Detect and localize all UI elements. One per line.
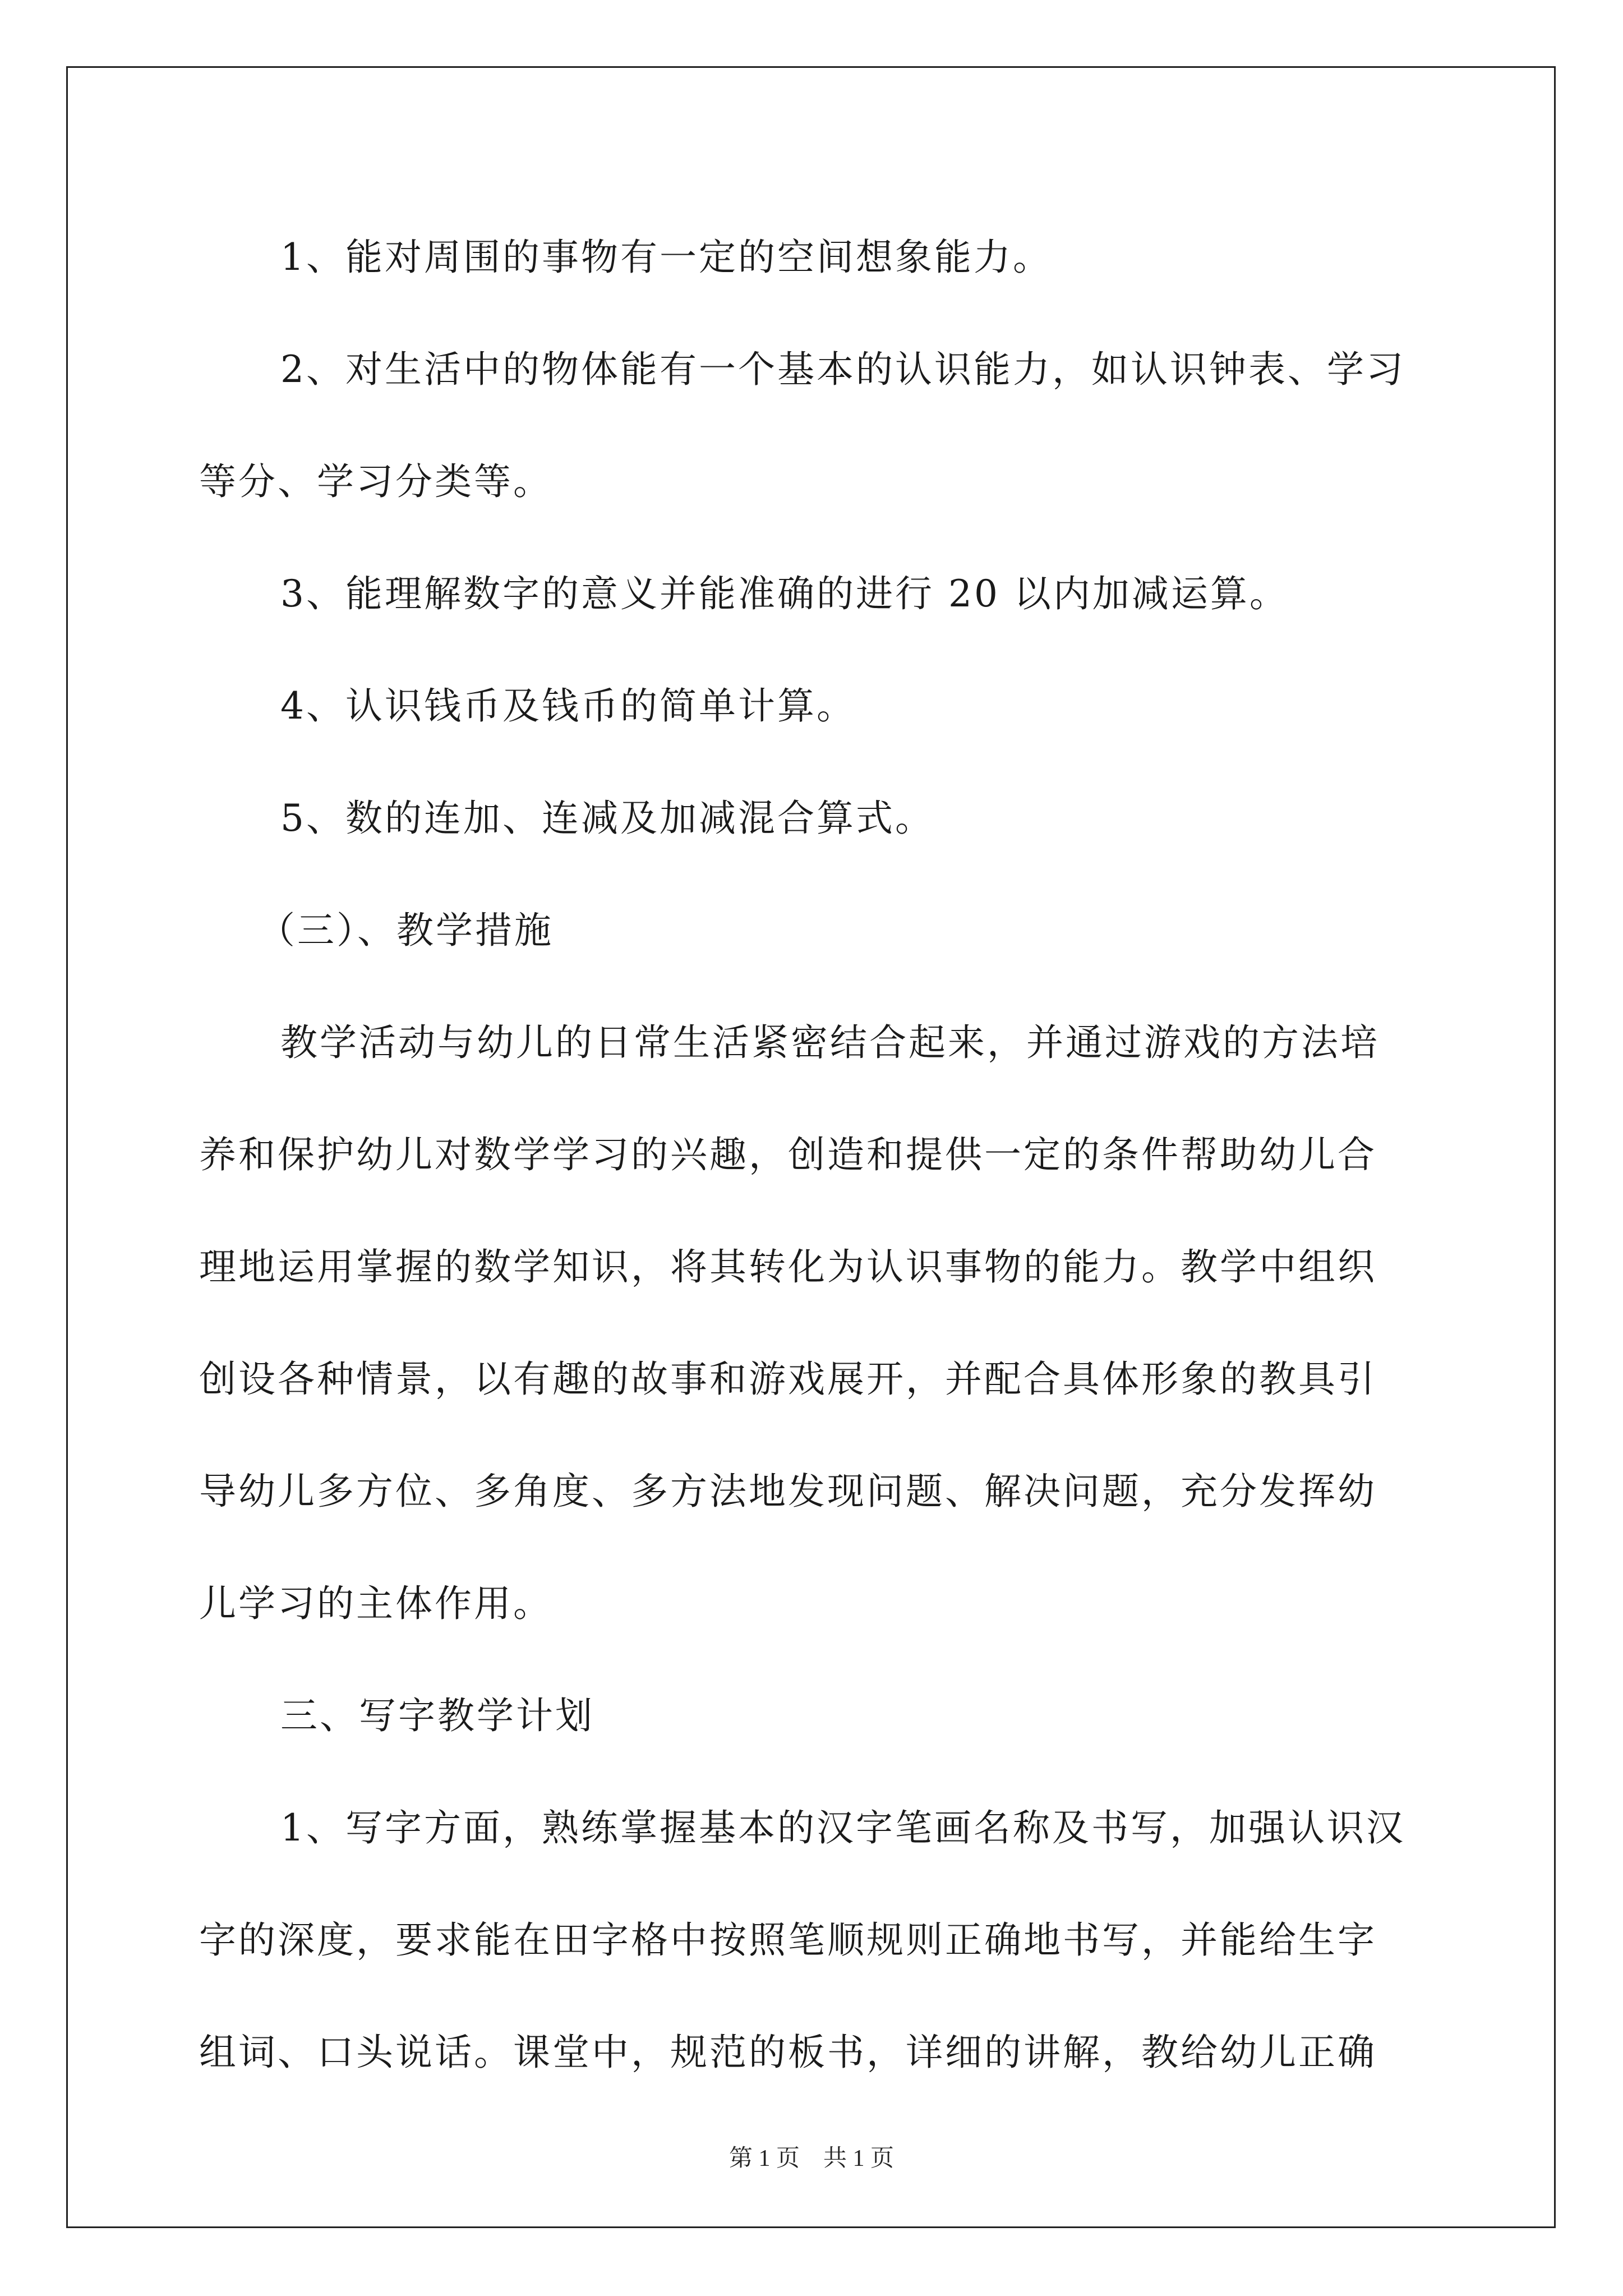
paragraph-line: 5、数的连加、连减及加减混合算式。 — [280, 797, 934, 840]
paragraph-line: 儿学习的主体作用。 — [199, 1582, 552, 1625]
section-heading: 三、写字教学计划 — [280, 1694, 594, 1737]
paragraph-line: 导幼儿多方位、多角度、多方法地发现问题、解决问题，充分发挥幼 — [199, 1470, 1377, 1513]
paragraph-line: 2、对生活中的物体能有一个基本的认识能力，如认识钟表、学习 — [280, 348, 1405, 391]
paragraph-line: 1、写字方面，熟练掌握基本的汉字笔画名称及书写，加强认识汉 — [280, 1806, 1405, 1849]
paragraph-line: 3、能理解数字的意义并能准确的进行 20 以内加减运算。 — [280, 572, 1289, 615]
section-heading: （三）、教学措施 — [258, 909, 554, 952]
paragraph-line: 组词、口头说话。课堂中，规范的板书，详细的讲解，教给幼儿正确 — [199, 2031, 1377, 2074]
paragraph-line: 字的深度，要求能在田字格中按照笔顺规则正确地书写，并能给生字 — [199, 1918, 1377, 1962]
page-number-footer: 第 1 页 共 1 页 — [728, 2146, 894, 2171]
paragraph-line: 1、能对周围的事物有一定的空间想象能力。 — [280, 236, 1052, 279]
paragraph-line: 养和保护幼儿对数学学习的兴趣，创造和提供一定的条件帮助幼儿合 — [199, 1133, 1377, 1176]
paragraph-line: 等分、学习分类等。 — [199, 460, 552, 503]
paragraph-line: 4、认识钱币及钱币的简单计算。 — [280, 684, 856, 728]
paragraph-line: 教学活动与幼儿的日常生活紧密结合起来，并通过游戏的方法培 — [280, 1021, 1380, 1064]
paragraph-line: 理地运用掌握的数学知识，将其转化为认识事物的能力。教学中组织 — [199, 1245, 1377, 1289]
paragraph-line: 创设各种情景，以有趣的故事和游戏展开，并配合具体形象的教具引 — [199, 1358, 1377, 1401]
